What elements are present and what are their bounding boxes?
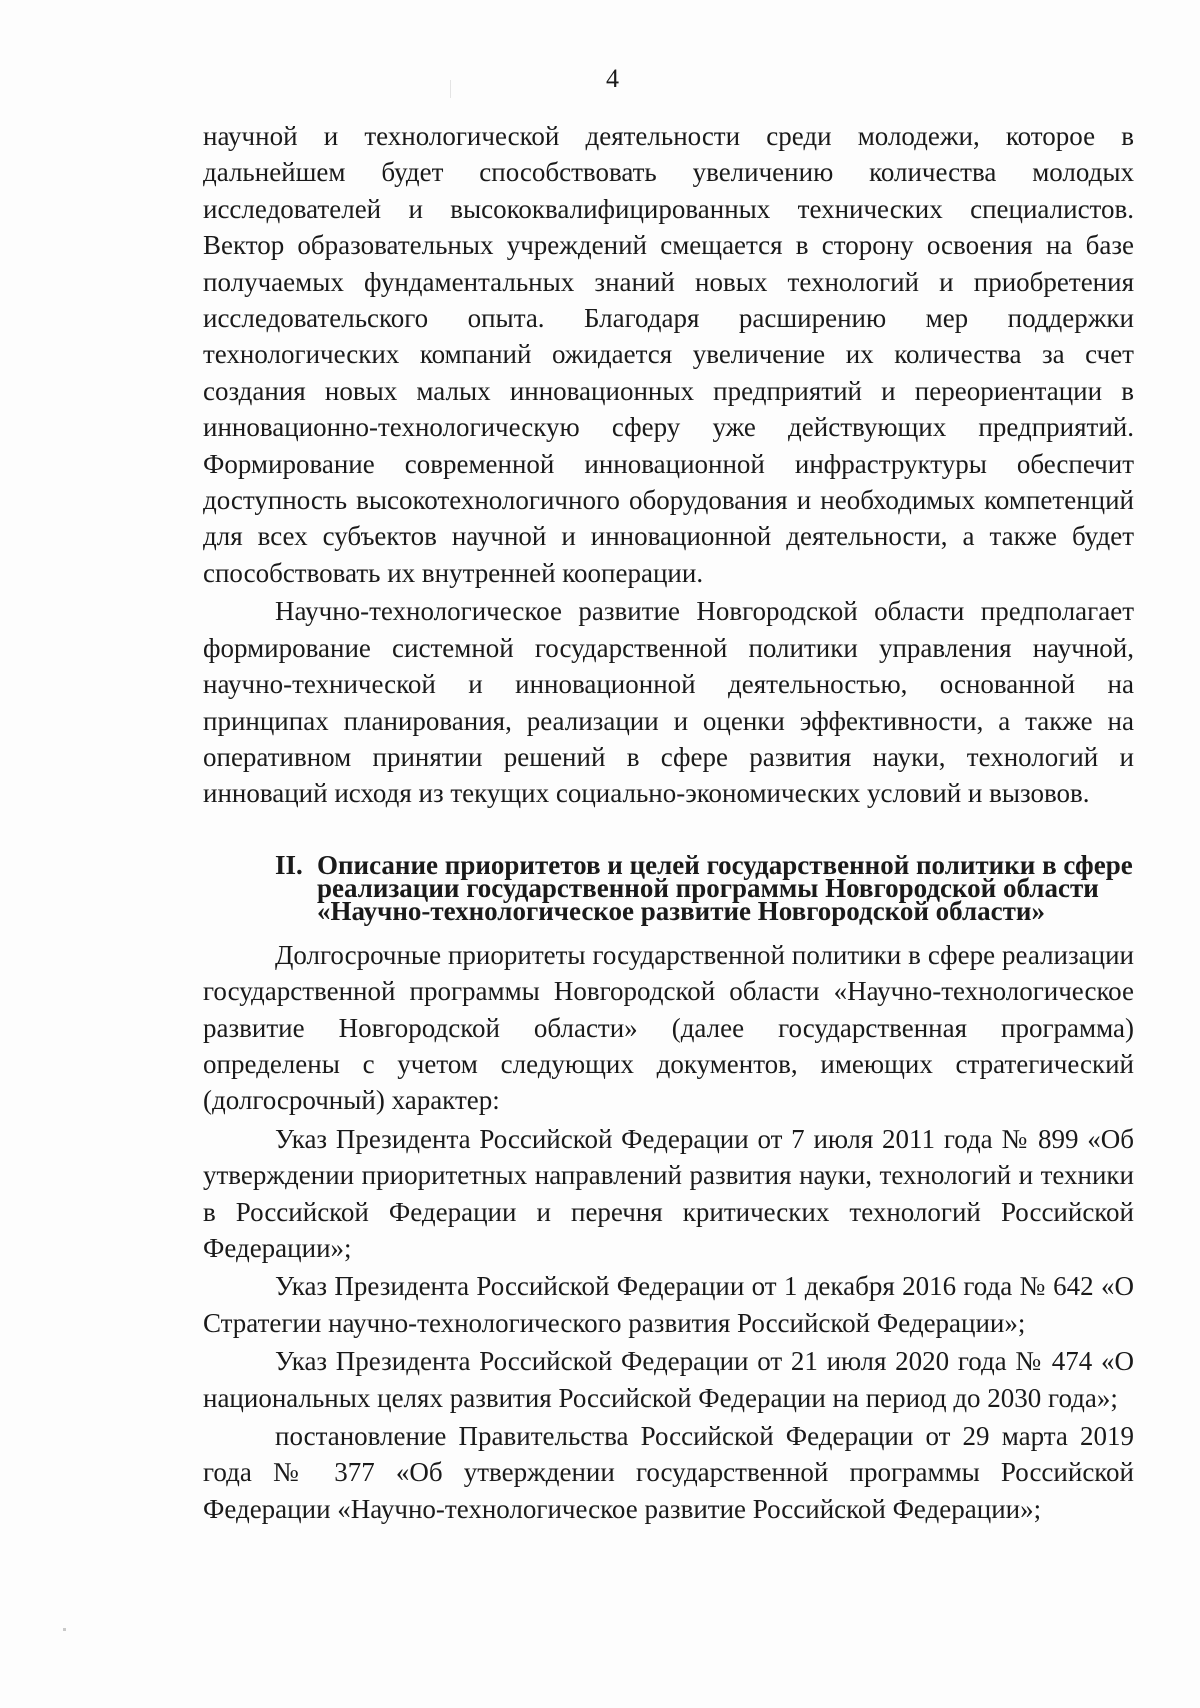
paragraph: Научно-технологическое развитие Новгородской области предполагает формирование системной государственной политики управления научной, научно-технической и инновационной деятельностью, основанной на принципах планирования, реализации и оценки эффективности, а также на оперативном принятии решений в сфере развития науки, технологий и инноваций исходя из текущих социально-экономических условий и вызовов. xyxy=(203,596,1134,809)
section-number: II. xyxy=(275,849,303,880)
section-title: Описание приоритетов и целей государственной политики в сфере реализации государственной программы Новгородской области «Научно-технологическое развитие Новгородской области» xyxy=(317,849,1133,926)
scan-speck xyxy=(63,1628,66,1631)
page-number: 4 xyxy=(606,64,619,93)
section-heading xyxy=(203,849,1134,926)
paragraph-continuation: научной и технологической деятельности среди молодежи, которое в дальнейшем будет способствовать увеличению количества молодых исследователей и высококвалифицированных технических специалистов. Вектор образовательных учреждений смещается в сторону освоения на базе получаемых фундаментальных знаний новых технологий и приобретения исследовательского опыта. Благодаря расширению мер поддержки технологических компаний ожидается увеличение их количества за счет создания новых малых инновационных предприятий и переориентации в инновационно-технологическую сферу уже действующих предприятий. Формирование современной инновационной инфраструктуры обеспечит доступность высокотехнологичного оборудования и необходимых компетенций для всех субъектов научной и инновационной деятельности, а также будет способствовать их внутренней кооперации. xyxy=(203,121,1134,588)
scan-speck xyxy=(450,80,451,98)
document-body xyxy=(203,118,1134,1527)
paragraph: Долгосрочные приоритеты государственной политики в сфере реализации государственной программы Новгородской области «Научно-технологическое развитие Новгородской области» (далее государственная программа) определены с учетом следующих документов, имеющих стратегический (долгосрочный) характер: xyxy=(203,939,1134,1116)
list-item-document: постановление Правительства Российской Федерации от 29 марта 2019 года № 377 «Об утверждении государственной программы Российской Федерации «Научно-технологическое развитие Российской Федерации»; xyxy=(203,1421,1134,1524)
list-item-document: Указ Президента Российской Федерации от 21 июля 2020 года № 474 «О национальных целях развития Российской Федерации на период до 2030 года»; xyxy=(203,1346,1134,1413)
list-item-document: Указ Президента Российской Федерации от 1 декабря 2016 года № 642 «О Стратегии научно-технологического развития Российской Федерации»; xyxy=(203,1271,1134,1338)
list-item-document: Указ Президента Российской Федерации от 7 июля 2011 года № 899 «Об утверждении приоритетных направлений развития науки, технологий и техники в Российской Федерации и перечня критических технологий Российской Федерации»; xyxy=(203,1123,1134,1263)
